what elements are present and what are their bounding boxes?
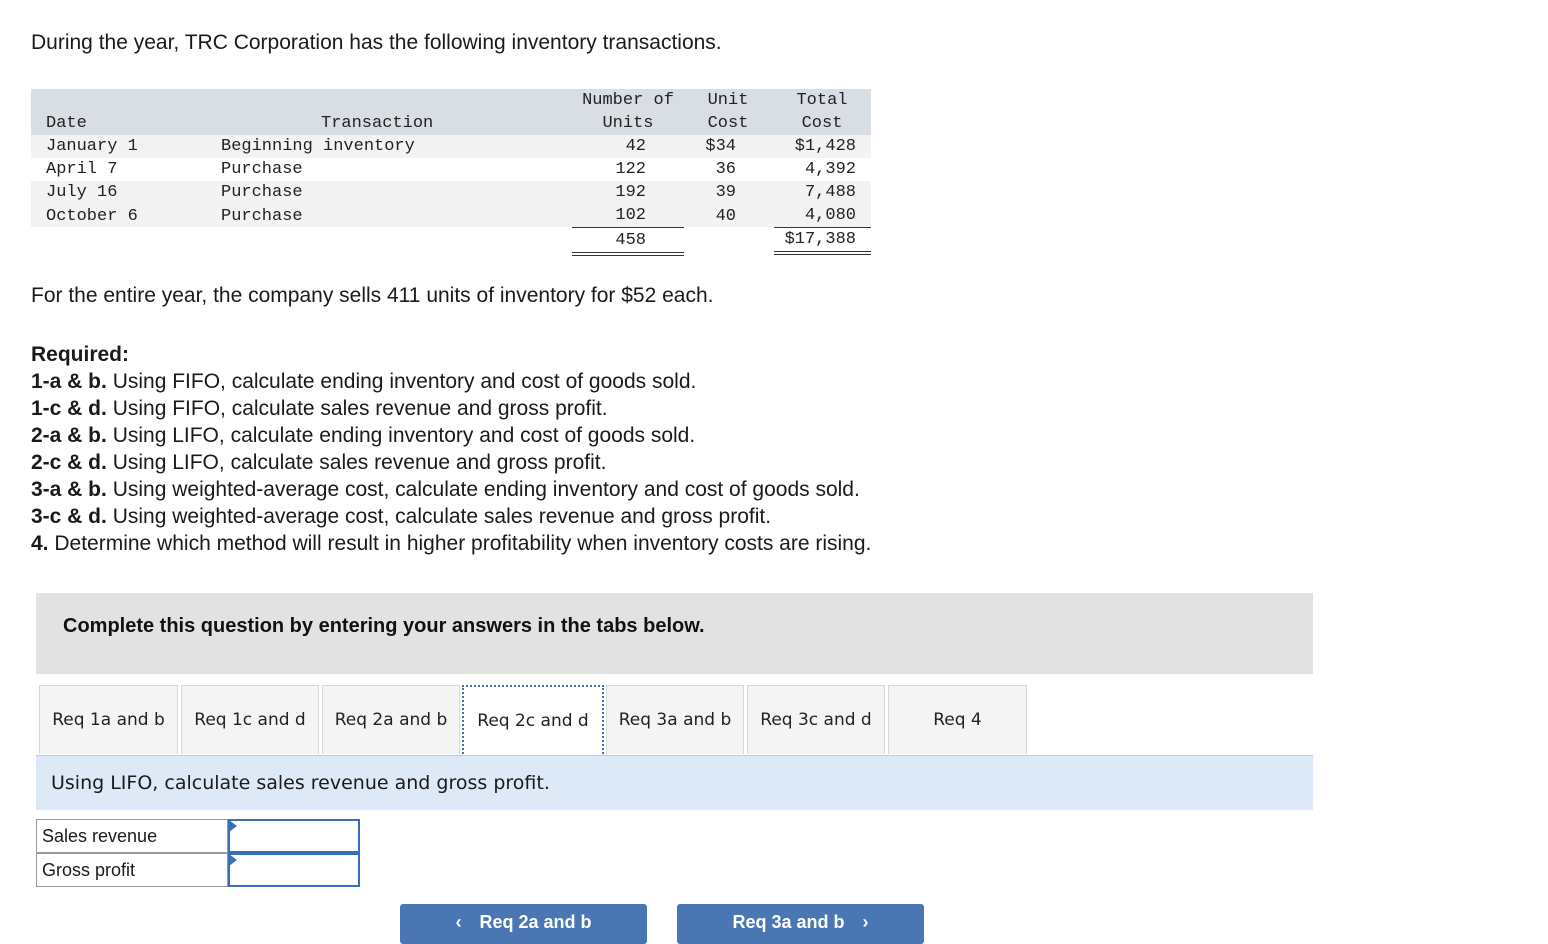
header-unitcost-1: Unit [707,91,749,110]
required-item: 3-a & b. Using weighted-average cost, calculate ending inventory and cost of goods sold. [31,478,860,501]
header-transaction: Transaction [321,114,434,133]
cell-transaction: Purchase [221,183,303,202]
cell-date: October 6 [46,207,138,226]
prev-button[interactable] [400,904,647,944]
units-total-double-line [572,252,684,253]
intro-text: During the year, TRC Corporation has the following inventory transactions. [31,31,722,54]
header-date: Date [46,114,87,133]
cell-transaction: Beginning inventory [221,137,415,156]
gross-profit-input[interactable] [228,853,360,887]
required-item: 2-c & d. Using LIFO, calculate sales revenue and gross profit. [31,451,607,474]
next-button-label: Req 3a and b [732,912,845,932]
cell-units: 42 [625,137,646,156]
cell-unit-cost: $34 [705,137,736,156]
prev-button-label: Req 2a and b [479,912,592,932]
required-item: 4. Determine which method will result in higher profitability when inventory costs are rising. [31,532,872,555]
sales-text: For the entire year, the company sells 411 units of inventory for $52 each. [31,284,714,307]
header-unitcost-2: Cost [707,114,749,133]
tab-req-1c-d[interactable]: Req 1c and d [181,685,319,754]
cell-unit-cost: 36 [715,160,736,179]
tab-req-2a-b[interactable]: Req 2a and b [322,685,460,754]
cell-total: 4,080 [804,206,856,225]
required-heading: Required: [31,343,130,366]
cell-units: 102 [615,206,646,225]
cost-subtotal-line [774,227,871,228]
cell-date: April 7 [46,160,118,179]
sales-revenue-label: Sales revenue [36,819,228,853]
banner-text: Complete this question by entering your answers in the tabs below. [63,615,705,637]
tab-panel-header [36,756,1313,810]
header-total-2: Cost [801,114,843,133]
total-units: 458 [615,231,646,250]
cell-units: 122 [615,160,646,179]
cell-unit-cost: 39 [715,183,736,202]
total-cost: $17,388 [784,230,856,249]
required-item: 2-a & b. Using LIFO, calculate ending inventory and cost of goods sold. [31,424,696,447]
required-item: 3-c & d. Using weighted-average cost, calculate sales revenue and gross profit. [31,505,772,528]
input-marker-icon [229,854,237,866]
cell-date: January 1 [46,137,138,156]
required-item: 1-a & b. Using FIFO, calculate ending inventory and cost of goods sold. [31,370,697,393]
table-row-bg [31,135,871,158]
cost-total-double-line [774,254,871,255]
input-marker-icon [229,820,237,832]
tab-req-4[interactable]: Req 4 [888,685,1027,754]
header-units-2: Units [602,114,654,133]
required-section [31,341,871,557]
cell-transaction: Purchase [221,160,303,179]
next-button[interactable] [677,904,924,944]
chevron-left-icon: ‹ [455,912,462,932]
cell-date: July 16 [46,183,118,202]
table-row-bg [31,181,871,204]
units-total-double-line [572,255,684,256]
tab-req-3a-b[interactable]: Req 3a and b [606,685,744,754]
panel-instruction: Using LIFO, calculate sales revenue and gross profit. [51,772,550,794]
cost-total-double-line [774,251,871,252]
cell-units: 192 [615,183,646,202]
table-row-bg [31,204,871,227]
tab-req-3c-d[interactable]: Req 3c and d [747,685,885,754]
tab-req-2c-d[interactable]: Req 2c and d [462,685,604,757]
header-units-1: Number of [582,91,674,110]
header-total-1: Total [796,91,848,110]
cell-total: 7,488 [804,183,856,202]
table-row-bg [31,158,871,181]
tab-req-1a-b[interactable]: Req 1a and b [39,685,178,754]
gross-profit-label: Gross profit [36,853,228,887]
instruction-banner [36,593,1313,674]
sales-revenue-input[interactable] [228,819,360,853]
required-item: 1-c & d. Using FIFO, calculate sales revenue and gross profit. [31,397,608,420]
chevron-right-icon: › [862,912,869,932]
cell-unit-cost: 40 [715,207,736,226]
cell-transaction: Purchase [221,207,303,226]
units-subtotal-line [572,227,684,228]
cell-total: $1,428 [794,137,856,156]
cell-total: 4,392 [804,160,856,179]
